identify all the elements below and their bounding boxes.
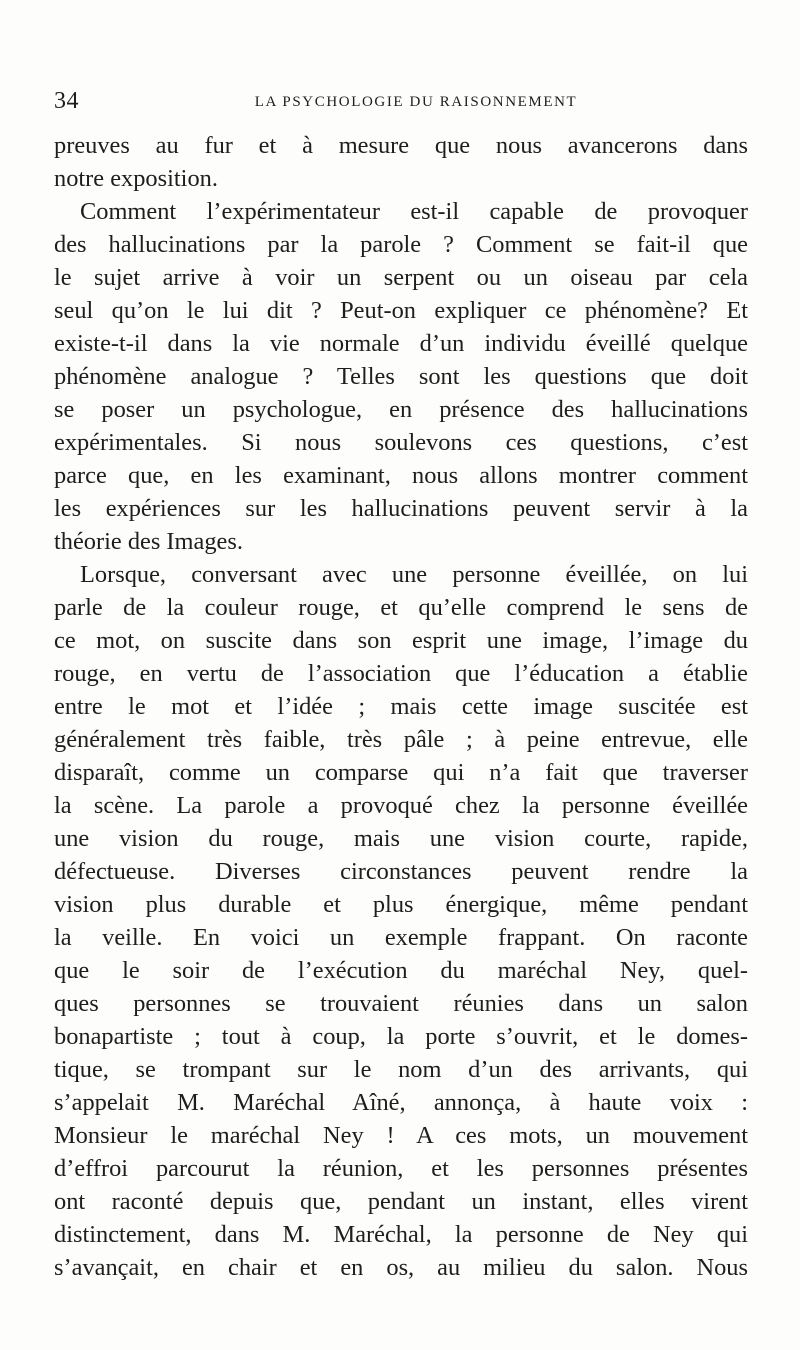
text-line: notre exposition. [54,165,218,192]
text-line: Lorsque, conversant avec une personne éveillée, on lui [80,561,748,588]
text-line: généralement très faible, très pâle ; à peine entrevue, elle [54,726,748,753]
text-line: s’appelait M. Maréchal Aîné, annonça, à haute voix : [54,1089,748,1116]
body-text [54,129,748,1284]
text-line: ce mot, on suscite dans son esprit une image, l’image du [54,627,748,654]
text-line: tique, se trompant sur le nom d’un des arrivants, qui [54,1056,748,1083]
text-line: disparaît, comme un comparse qui n’a fait que traverser [54,759,748,786]
text-line: la scène. La parole a provoqué chez la personne éveillée [54,792,748,819]
text-line: ont raconté depuis que, pendant un instant, elles virent [54,1188,748,1215]
text-line: entre le mot et l’idée ; mais cette image suscitée est [54,693,748,720]
text-line: se poser un psychologue, en présence des hallucinations [54,396,748,423]
text-line: les expériences sur les hallucinations peuvent servir à la [54,495,748,522]
text-line: preuves au fur et à mesure que nous avancerons dans [54,132,748,159]
text-line: la veille. En voici un exemple frappant. On raconte [54,924,748,951]
page-header [54,88,748,114]
text-line: expérimentales. Si nous soulevons ces questions, c’est [54,429,748,456]
text-line: théorie des Images. [54,528,243,555]
text-line: que le soir de l’exécution du maréchal Ney, quel- [54,957,748,984]
running-title: LA PSYCHOLOGIE DU RAISONNEMENT [254,94,578,110]
text-line: s’avançait, en chair et en os, au milieu du salon. Nous [54,1254,748,1281]
text-line: seul qu’on le lui dit ? Peut-on expliquer ce phénomène? Et [54,297,748,324]
text-line: des hallucinations par la parole ? Comment se fait-il que [54,231,748,258]
text-line: ques personnes se trouvaient réunies dans un salon [54,990,748,1017]
text-line: Comment l’expérimentateur est-il capable de provoquer [80,198,748,225]
text-line: vision plus durable et plus énergique, même pendant [54,891,748,918]
text-line: phénomène analogue ? Telles sont les questions que doit [54,363,748,390]
text-line: défectueuse. Diverses circonstances peuvent rendre la [54,858,748,885]
text-line: Monsieur le maréchal Ney ! A ces mots, un mouvement [54,1122,748,1149]
text-line: existe-t-il dans la vie normale d’un individu éveillé quelque [54,330,748,357]
text-line: parce que, en les examinant, nous allons montrer comment [54,462,748,489]
text-line: bonapartiste ; tout à coup, la porte s’ouvrit, et le domes- [54,1023,748,1050]
text-line: une vision du rouge, mais une vision courte, rapide, [54,825,748,852]
page-number: 34 [54,88,79,114]
text-line: le sujet arrive à voir un serpent ou un oiseau par cela [54,264,748,291]
text-line: distinctement, dans M. Maréchal, la personne de Ney qui [54,1221,748,1248]
text-line: rouge, en vertu de l’association que l’éducation a établie [54,660,748,687]
text-line: d’effroi parcourut la réunion, et les personnes présentes [54,1155,748,1182]
text-line: parle de la couleur rouge, et qu’elle comprend le sens de [54,594,748,621]
